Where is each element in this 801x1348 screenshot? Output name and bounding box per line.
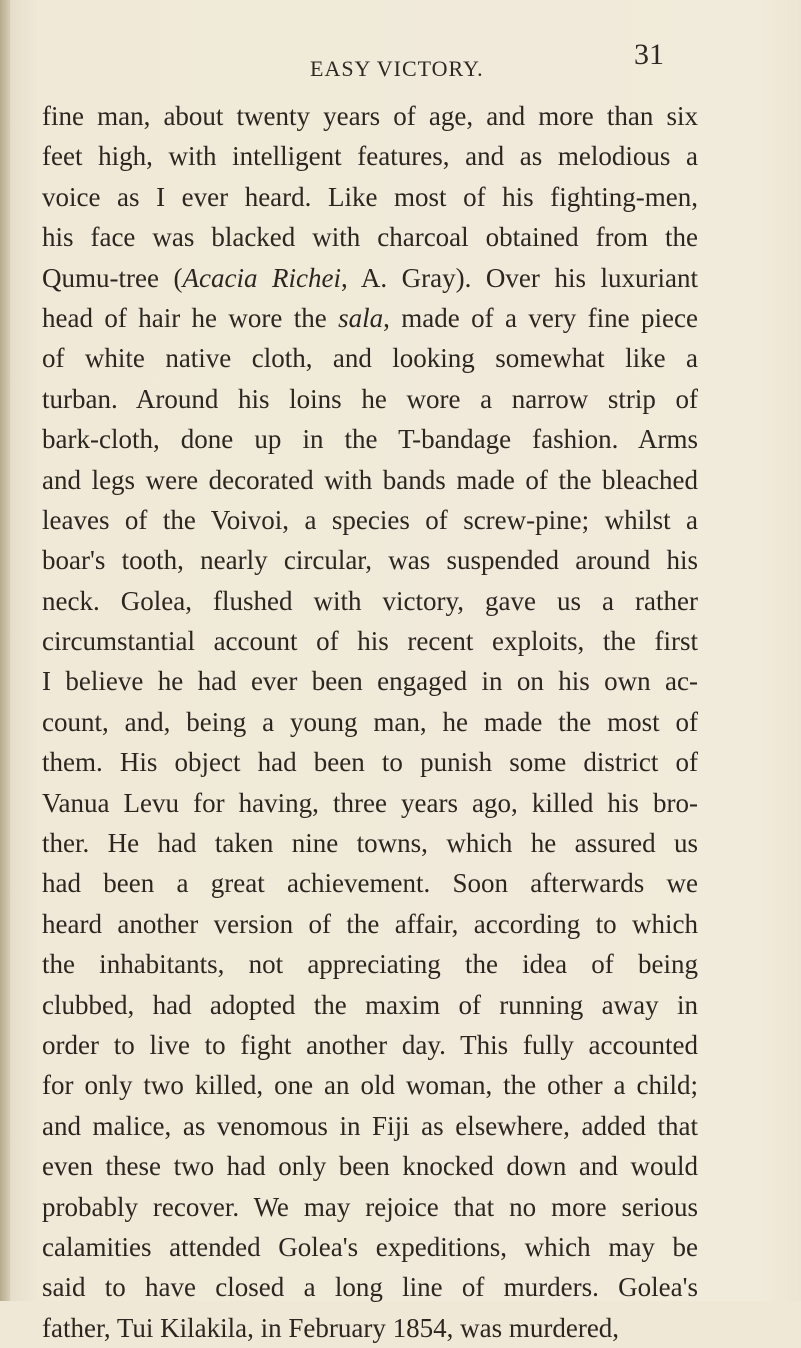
text-line: father, Tui Kilakila, in February 1854, was murdered, [42,1312,620,1343]
text-line: order to live to fight another day. This fully accounted [42,1029,698,1060]
text-line: leaves of the Voivoi, a species of screw-pine; whilst a [42,504,698,535]
text-line: fine man, about twenty years of age, and more than six [42,101,698,131]
text-line: neck. Golea, flushed with victory, gave us a rather [42,585,698,616]
text-line: said to have closed a long line of murders. Golea's [42,1272,698,1303]
text-line: had been a great achievement. Soon afterwards we [42,868,698,899]
text-line: Vanua Levu for having, three years ago, killed his bro- [42,787,698,818]
running-head: EASY VICTORY. [310,56,484,81]
text-line: bark-cloth, done up in the T-bandage fashion. Arms [42,424,698,455]
text-line: even these two had only been knocked down and would [42,1151,698,1182]
text-line: turban. Around his loins he wore a narrow strip of [42,383,698,414]
text-line: of white native cloth, and looking somewhat like a [42,343,698,374]
text-line: boar's tooth, nearly circular, was suspended around his [42,545,698,576]
page-number: 31 [634,38,664,71]
text-line: the inhabitants, not appreciating the idea of being [42,949,698,980]
text-line: voice as I ever heard. Like most of his fighting-men, [42,181,698,212]
text-line: Qumu-tree (Acacia Richei, A. Gray). Over his luxuriant [42,262,699,293]
text-line: for only two killed, one an old woman, the other a child; [42,1070,698,1101]
page-gutter [0,0,10,1301]
text-line: and legs were decorated with bands made of the bleached [42,464,698,495]
body-text [42,96,698,1348]
text-line: count, and, being a young man, he made the most of [42,706,698,737]
text-line: his face was blacked with charcoal obtained from the [42,222,698,253]
text-line: feet high, with intelligent features, and as melodious a [42,141,698,172]
text-line: calamities attended Golea's expeditions, which may be [42,1231,698,1262]
text-line: head of hair he wore the sala, made of a very fine piece [42,302,698,333]
text-line: circumstantial account of his recent exploits, the first [42,626,698,657]
text-line: and malice, as venomous in Fiji as elsewhere, added that [42,1110,698,1141]
text-line: ther. He had taken nine towns, which he assured us [42,828,698,859]
text-line: heard another version of the affair, according to which [42,908,698,939]
text-line: probably recover. We may rejoice that no more serious [42,1191,698,1222]
text-line: clubbed, had adopted the maxim of running away in [42,989,698,1020]
text-line: I believe he had ever been engaged in on his own ac- [42,666,698,697]
text-line: them. His object had been to punish some district of [42,747,698,778]
